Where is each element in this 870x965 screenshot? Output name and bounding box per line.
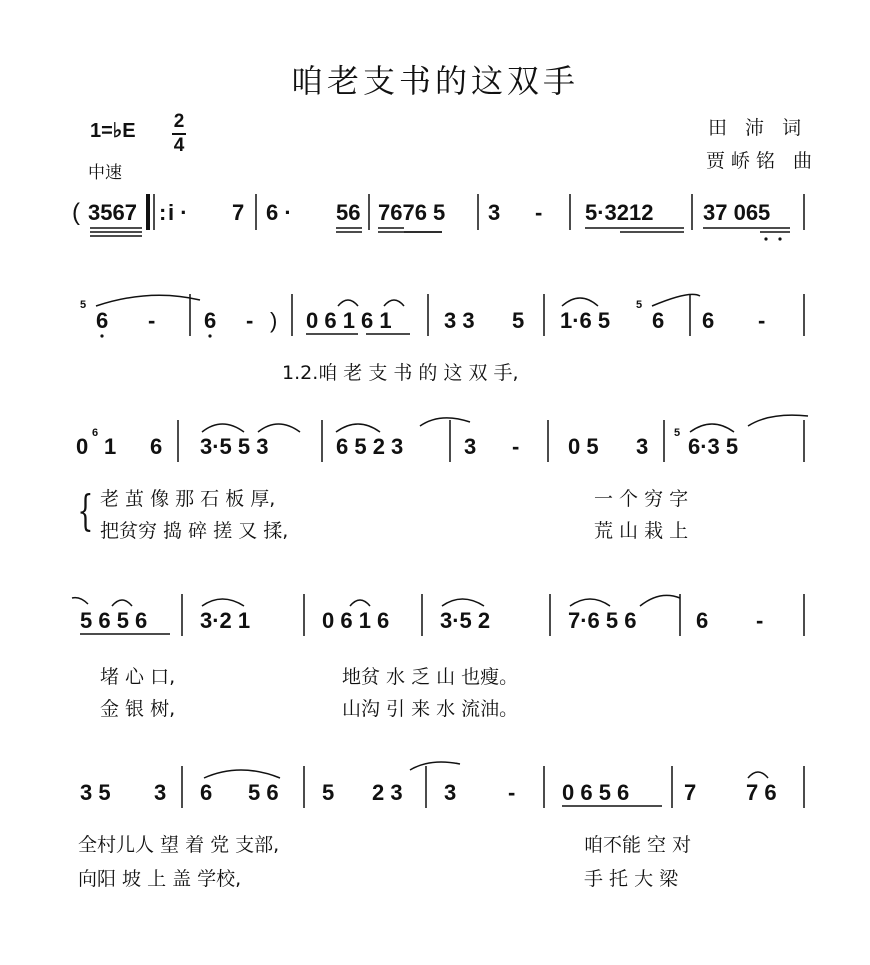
svg-text:-: -: [756, 608, 764, 633]
svg-text:7 6: 7 6: [746, 780, 777, 805]
svg-text:0 6 1 6: 0 6 1 6: [322, 608, 390, 633]
lyric-line-4b: 地贫 水 乏 山 也瘦。: [342, 666, 519, 688]
svg-text:6: 6: [696, 608, 709, 633]
lyric-line-4a: 堵 心 口,: [100, 666, 176, 688]
svg-text:5: 5: [80, 299, 87, 311]
svg-text:i ·: i ·: [168, 200, 188, 225]
svg-text:-: -: [246, 308, 254, 333]
lyric-line-6a: 全村儿人 望 着 党 支部,: [78, 834, 280, 856]
svg-text:0 5: 0 5: [568, 434, 599, 459]
score-system-2: [0, 286, 870, 346]
lyric-line-3b: 荒 山 栽 上: [594, 520, 689, 542]
lyric-line-1: 1.2.咱 老 支 书 的 这 双 手,: [282, 362, 519, 384]
svg-text:6 5 2 3: 6 5 2 3: [336, 434, 404, 459]
lyric-line-7a: 向阳 坡 上 盖 学校,: [78, 868, 242, 890]
svg-text:3567: 3567: [88, 200, 137, 225]
svg-text:3·5 5 3: 3·5 5 3: [200, 434, 269, 459]
svg-text:7·6 5 6: 7·6 5 6: [568, 608, 637, 633]
svg-text:-: -: [512, 434, 520, 459]
score-system-4: [0, 586, 870, 646]
svg-text:6: 6: [92, 427, 99, 439]
time-signature: [172, 112, 186, 156]
svg-text:(: (: [72, 199, 80, 226]
lyricist-credit: 田 沛 词: [708, 117, 808, 139]
svg-text:5: 5: [512, 308, 525, 333]
verse-brace: {: [77, 486, 94, 535]
svg-text:3: 3: [464, 434, 477, 459]
svg-text:5 6: 5 6: [248, 780, 279, 805]
svg-text:7: 7: [684, 780, 697, 805]
svg-text:0 6 5 6: 0 6 5 6: [562, 780, 630, 805]
svg-text:1·6 5: 1·6 5: [560, 308, 611, 333]
lyric-line-5b: 山沟 引 来 水 流油。: [342, 698, 519, 720]
score-system-3: [0, 412, 870, 472]
meter-bottom: 4: [173, 135, 185, 156]
svg-text:-: -: [535, 200, 543, 225]
svg-text:5·3212: 5·3212: [585, 200, 654, 225]
svg-text:37 065: 37 065: [703, 200, 771, 225]
svg-text:5 6 5 6: 5 6 5 6: [80, 608, 148, 633]
composer-credit: 贾峤铭 曲: [706, 150, 819, 172]
key-signature: 1=♭E: [90, 120, 136, 142]
svg-text:3 3: 3 3: [444, 308, 475, 333]
svg-text:-: -: [758, 308, 766, 333]
svg-text:56: 56: [336, 200, 361, 225]
svg-text:5: 5: [674, 427, 681, 439]
lyric-line-2b: 一 个 穷 字: [594, 488, 689, 510]
svg-text:6: 6: [702, 308, 715, 333]
svg-text:6 ·: 6 ·: [266, 200, 292, 225]
svg-text:-: -: [148, 308, 156, 333]
svg-text:3: 3: [636, 434, 649, 459]
svg-text:6: 6: [96, 308, 109, 333]
svg-text:): ): [270, 308, 278, 333]
lyric-line-7b: 手 托 大 梁: [584, 868, 679, 890]
svg-text:-: -: [508, 780, 516, 805]
svg-text:6: 6: [652, 308, 665, 333]
lyric-line-6b: 咱不能 空 对: [584, 834, 692, 856]
svg-text:3 5: 3 5: [80, 780, 111, 805]
svg-text:2 3: 2 3: [372, 780, 403, 805]
svg-text:7676 5: 7676 5: [378, 200, 446, 225]
score-system-1: [0, 178, 870, 248]
meter-top: 2: [173, 111, 185, 132]
svg-text:1: 1: [104, 434, 117, 459]
svg-text:6: 6: [150, 434, 163, 459]
svg-text:7: 7: [232, 200, 245, 225]
svg-text:0 6 1 6 1: 0 6 1 6 1: [306, 308, 392, 333]
lyric-line-3a: 把贫穷 捣 碎 搓 又 揉,: [100, 520, 289, 542]
song-title: 咱老支书的这双手: [290, 62, 579, 100]
svg-text:3·5 2: 3·5 2: [440, 608, 491, 633]
svg-text:6·3 5: 6·3 5: [688, 434, 739, 459]
svg-text:6: 6: [204, 308, 217, 333]
score-system-5: [0, 758, 870, 818]
svg-text:3: 3: [154, 780, 167, 805]
lyric-line-5a: 金 银 树,: [100, 698, 176, 720]
svg-text:5: 5: [322, 780, 335, 805]
svg-text:6: 6: [200, 780, 213, 805]
tempo-marking: 中速: [88, 163, 122, 183]
svg-text:3: 3: [488, 200, 501, 225]
svg-text::: :: [159, 200, 167, 225]
lyric-line-2a: 老 茧 像 那 石 板 厚,: [100, 488, 276, 510]
svg-text:5: 5: [636, 299, 643, 311]
svg-text:0: 0: [76, 434, 89, 459]
svg-text:3·2 1: 3·2 1: [200, 608, 251, 633]
svg-text:3: 3: [444, 780, 457, 805]
